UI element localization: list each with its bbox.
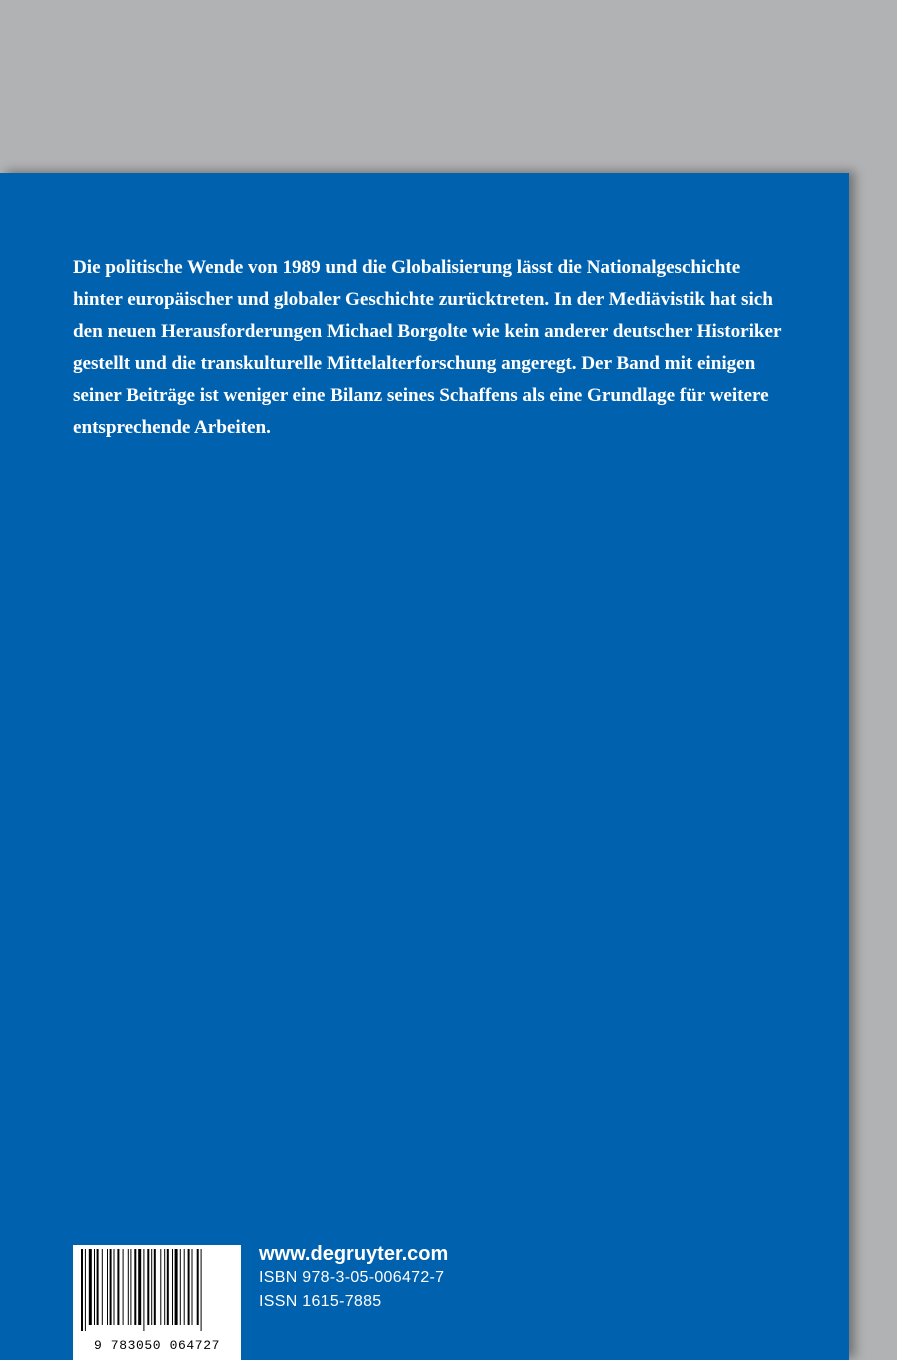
barcode-bar [123, 1249, 124, 1325]
barcode-bar [172, 1249, 173, 1325]
barcode-bar [192, 1249, 193, 1325]
barcode-bar [164, 1249, 165, 1325]
barcode-bar [138, 1249, 141, 1325]
barcode-bar [130, 1249, 131, 1325]
barcode-bar [167, 1249, 169, 1325]
publisher-url: www.degruyter.com [259, 1243, 449, 1265]
barcode-bar [97, 1249, 99, 1325]
barcode-bar [102, 1249, 103, 1325]
barcode-bar [107, 1249, 108, 1325]
barcode-bar [117, 1249, 119, 1325]
barcode-bar [134, 1249, 136, 1325]
barcode-bar [175, 1249, 178, 1325]
barcode-bar [160, 1249, 161, 1325]
barcode-bar [180, 1249, 181, 1325]
barcode-bar [154, 1249, 156, 1325]
barcode-bar [85, 1249, 86, 1331]
barcode-bar [201, 1249, 202, 1331]
barcode-bar [147, 1249, 149, 1325]
blurb-text: Die politische Wende von 1989 und die Globalisierung lässt die Nationalgeschichte hinter europäischer und globaler Geschichte zurücktreten. In der Mediävistik hat sich den neuen Herausforderungen Michael Borgolte wie kein anderer deutscher Historiker gestellt und die transkulturelle Mittelalterforschung angeregt. Der Band mit einigen seiner Beiträge ist weniger eine Bilanz seines Schaffens als eine Grundlage für weitere entsprechende Arbeiten. [73, 257, 782, 438]
barcode-bar [114, 1249, 115, 1325]
publisher-info [259, 1242, 448, 1314]
barcode-bar [128, 1249, 129, 1325]
barcode-bar [110, 1249, 112, 1325]
barcode-digits: 9 783050 064727 [93, 1338, 221, 1353]
isbn-text: ISBN 978-3-05-006472-7 [259, 1269, 445, 1286]
issn-text: ISSN 1615-7885 [259, 1293, 382, 1310]
barcode-bars [79, 1249, 235, 1331]
barcode-bar [89, 1249, 92, 1325]
barcode-bar [151, 1249, 152, 1325]
barcode-bar [94, 1249, 95, 1325]
isbn-barcode [73, 1245, 241, 1360]
barcode-bar [143, 1249, 144, 1331]
barcode-bar [197, 1249, 199, 1325]
barcode-bar [184, 1249, 185, 1325]
barcode-bar [81, 1249, 83, 1331]
back-cover [0, 173, 849, 1360]
barcode-bar [188, 1249, 190, 1325]
